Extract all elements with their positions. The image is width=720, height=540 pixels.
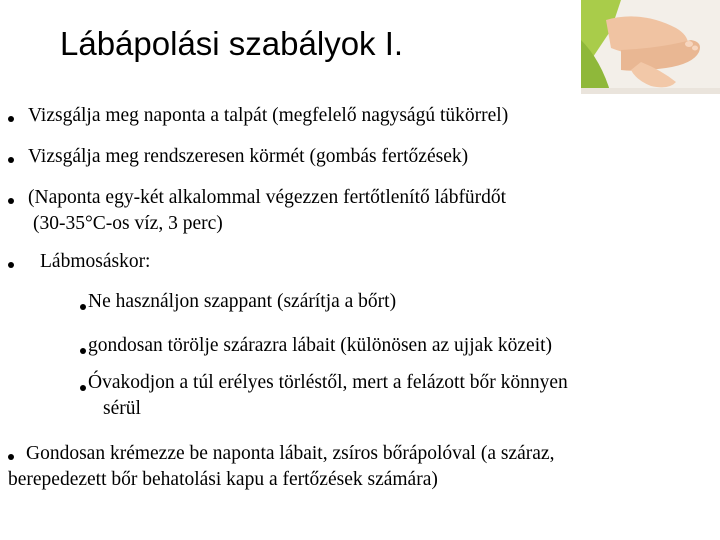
bullet-dot — [8, 116, 14, 122]
bullet-text: Lábmosáskor: — [40, 251, 151, 272]
bullet-dot — [8, 262, 14, 268]
feet-photo — [581, 0, 720, 94]
feet-photo-icon — [581, 0, 720, 94]
sub-bullet-dot — [80, 304, 86, 310]
sub-bullet-text: gondosan törölje szárazra lábait (különösen az ujjak közeit) — [88, 335, 553, 356]
bullet-dot — [8, 157, 14, 163]
bullet-text: (Naponta egy-két alkalommal végezzen fertőtlenítő lábfürdőt — [28, 187, 507, 208]
sub-bullet-text: Óvakodjon a túl erélyes törléstől, mert a felázott bőr könnyen — [88, 372, 568, 393]
slide-title: Lábápolási szabályok I. — [60, 25, 404, 62]
bullet-dot — [8, 454, 14, 460]
bullet-text-continued: (30-35°C-os víz, 3 perc) — [33, 213, 223, 234]
bullet-text: Vizsgálja meg naponta a talpát (megfelelő nagyságú tükörrel) — [28, 105, 509, 126]
bullet-dot — [8, 198, 14, 204]
sub-bullet-text: Ne használjon szappant (szárítja a bőrt) — [88, 291, 397, 312]
sub-bullet-dot — [80, 348, 86, 354]
bullet-text-continued: berepedezett bőr behatolási kapu a fertőzések számára) — [8, 469, 438, 490]
bullet-text: Gondosan krémezze be naponta lábait, zsíros bőrápolóval (a száraz, — [26, 443, 555, 464]
bullet-text: Vizsgálja meg rendszeresen körmét (gombás fertőzések) — [28, 146, 469, 167]
sub-bullet-dot — [80, 385, 86, 391]
sub-bullet-text-continued: sérül — [103, 398, 141, 419]
